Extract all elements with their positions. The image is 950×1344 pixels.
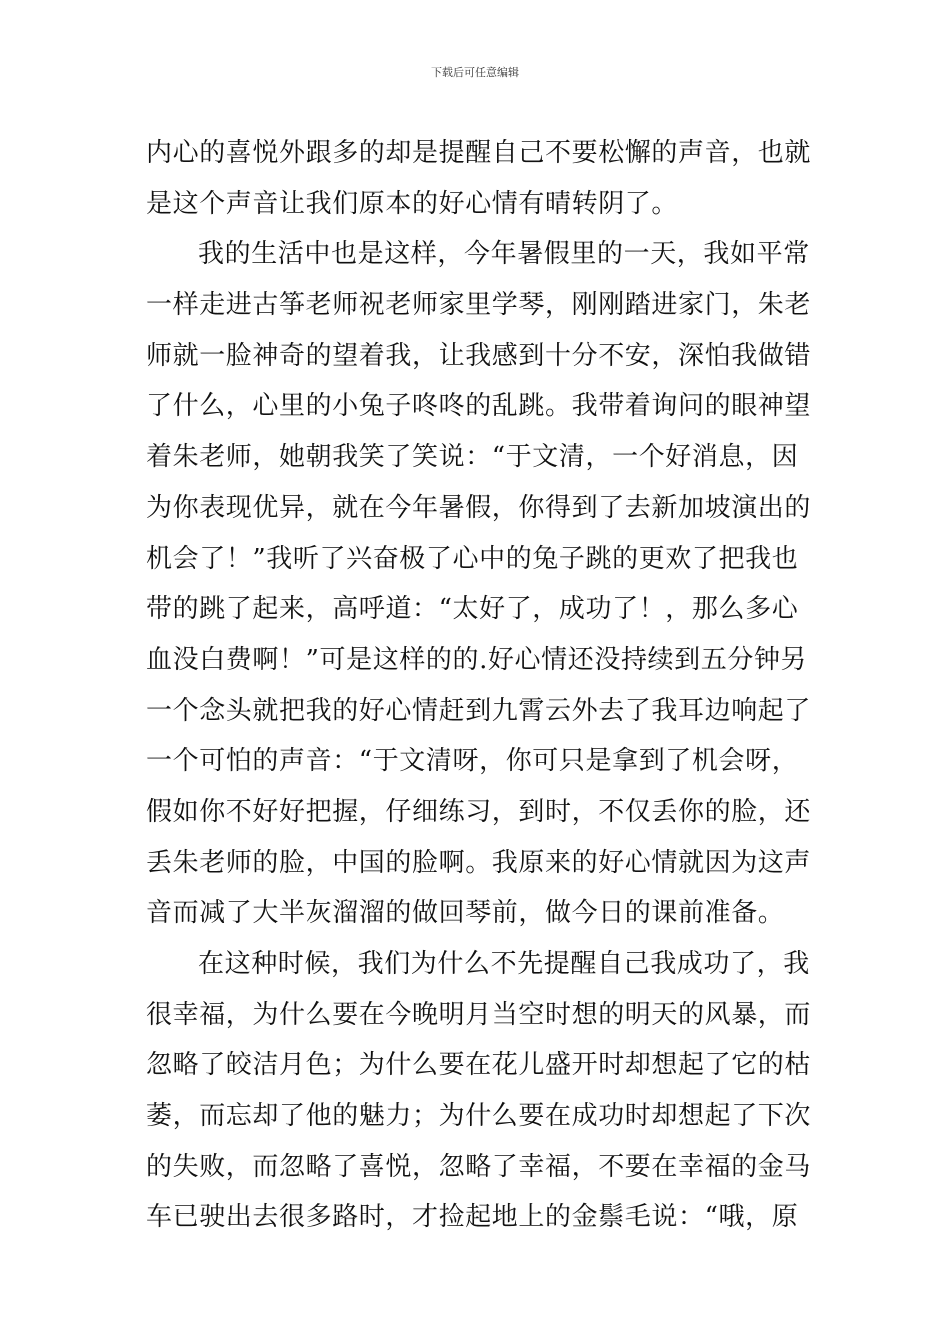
text-line: 师就一脸神奇的望着我，让我感到十分不安，深怕我做错	[146, 340, 812, 371]
text-line: 假如你不好好把握，仔细练习，到时，不仅丢你的脸，还	[146, 796, 812, 827]
text-line: 一样走进古筝老师祝老师家里学琴，刚刚踏进家门，朱老	[146, 290, 812, 321]
text-line: 一个可怕的声音：“于文清呀，你可只是拿到了机会呀，	[146, 746, 799, 777]
paragraph-start-line: 在这种时候，我们为什么不先提醒自己我成功了，我	[198, 949, 810, 979]
text-line: 是这个声音让我们原本的好心情有晴转阴了。	[146, 188, 679, 219]
text-line: 了什么，心里的小兔子咚咚的乱跳。我带着询问的眼神望	[146, 391, 812, 422]
text-line: 血没白费啊！”可是这样的的.好心情还没持续到五分钟另	[146, 644, 808, 675]
text-line: 丢朱老师的脸，中国的脸啊。我原来的好心情就因为这声	[146, 847, 812, 878]
paragraph-start-line: 我的生活中也是这样，今年暑假里的一天，我如平常	[198, 239, 810, 270]
text-line: 为你表现优异，就在今年暑假，你得到了去新加坡演出的	[146, 492, 812, 523]
text-line: 内心的喜悦外跟多的却是提醒自己不要松懈的声音，也就	[146, 138, 812, 168]
text-line: 着朱老师，她朝我笑了笑说：“于文清，一个好消息，因	[146, 442, 799, 473]
text-line: 的失败，而忽略了喜悦，忽略了幸福，不要在幸福的金马	[146, 1151, 812, 1182]
text-line: 萎，而忘却了他的魅力；为什么要在成功时却想起了下次	[146, 1101, 812, 1132]
page-header: 下载后可任意编辑	[431, 66, 519, 79]
text-line: 车已驶出去很多路时，才捡起地上的金鬃毛说：“哦，原	[146, 1202, 799, 1233]
text-line: 很幸福，为什么要在今晚明月当空时想的明天的风暴，而	[146, 999, 812, 1030]
body-text	[146, 128, 812, 1243]
text-line: 机会了！”我听了兴奋极了心中的兔子跳的更欢了把我也	[146, 543, 799, 574]
text-line: 音而减了大半灰溜溜的做回琴前，做今日的课前准备。	[146, 898, 785, 929]
text-line: 一个念头就把我的好心情赶到九霄云外去了我耳边响起了	[146, 695, 812, 726]
text-line: 带的跳了起来，高呼道：“太好了，成功了！，那么多心	[146, 594, 799, 625]
text-line: 忽略了皎洁月色；为什么要在花儿盛开时却想起了它的枯	[146, 1050, 812, 1081]
